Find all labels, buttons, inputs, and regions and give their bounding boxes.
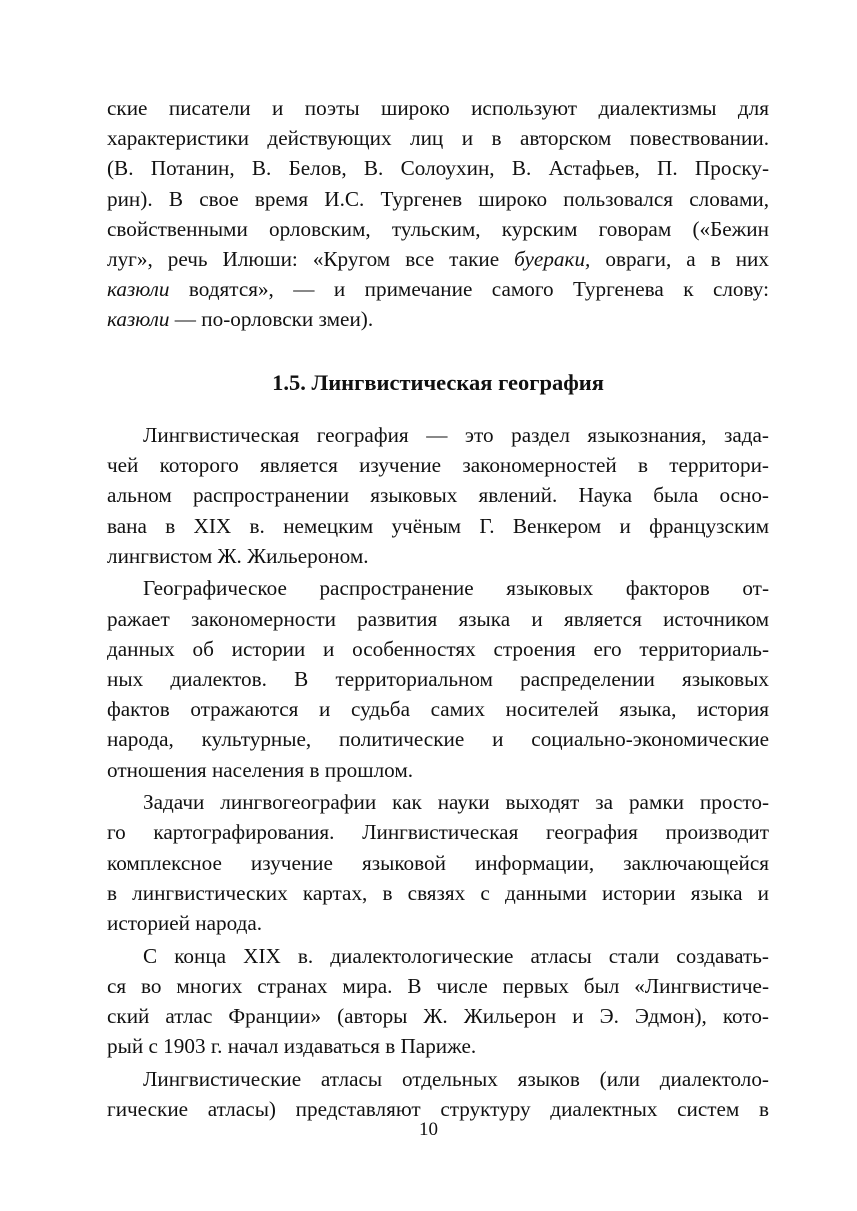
text-line: ражает закономерности развития языка и является источником: [107, 606, 769, 631]
text-line: отношения населения в прошлом.: [107, 757, 414, 782]
text-line: (В. Потанин, В. Белов, В. Солоухин, В. Астафьев, П. Проску-: [107, 156, 769, 181]
paragraph: [107, 1064, 769, 1124]
text-line: казюли — по-орловски змеи).: [107, 307, 374, 332]
text-line: Географическое распространение языковых факторов от-: [143, 576, 769, 601]
text-line: Лингвистические атласы отдельных языков (или диалектоло-: [143, 1066, 769, 1091]
text-line: чей которого является изучение закономерностей в территори-: [107, 453, 769, 478]
text-line: гические атласы) представляют структуру диалектных систем в: [107, 1097, 769, 1122]
text-line: казюли водятся», — и примечание самого Тургенева к слову:: [107, 277, 769, 302]
text-line: го картографирования. Лингвистическая география производит: [107, 820, 769, 845]
text-line: фактов отражаются и судьба самих носителей языка, история: [107, 697, 769, 722]
text-line: данных об истории и особенностях строения его территориаль-: [107, 636, 769, 661]
text-line: комплексное изучение языковой информации, заключающейся: [107, 850, 769, 875]
text-line: ский атлас Франции» (авторы Ж. Жильерон и Э. Эдмон), кото-: [107, 1004, 769, 1029]
text-line: характеристики действующих лиц и в авторском повествовании.: [107, 126, 769, 151]
text-line: лингвистом Ж. Жильероном.: [107, 543, 369, 568]
text-line: народа, культурные, политические и социально-экономические: [107, 727, 769, 752]
text-line: С конца XIX в. диалектологические атласы стали создавать-: [143, 943, 769, 968]
paragraph: [107, 787, 769, 938]
text-line: ские писатели и поэты широко используют диалектизмы для: [107, 96, 769, 120]
section-heading: 1.5. Лингвистическая география: [272, 370, 604, 395]
text-line: ных диалектов. В территориальном распределении языковых: [107, 667, 769, 691]
text-line: в лингвистических картах, в связях с данными истории языка и: [107, 880, 769, 905]
text-line: рин). В свое время И.С. Тургенев широко пользовался словами,: [107, 186, 769, 211]
intro-text: [107, 93, 769, 335]
text-line: свойственными орловским, тульским, курским говорам («Бежин: [107, 216, 769, 241]
text-line: ся во многих странах мира. В числе первых был «Лингвистиче-: [107, 973, 769, 998]
text-line: рый с 1903 г. начал издаваться в Париже.: [107, 1034, 477, 1059]
paragraph: [107, 941, 769, 1062]
page-number: 10: [419, 1119, 438, 1140]
text-line: историей народа.: [107, 911, 263, 935]
text-line: луг», речь Илюши: «Кругом все такие буераки, овраги, а в них: [107, 246, 769, 271]
text-line: альном распространении языковых явлений. Наука была осно-: [107, 483, 769, 508]
section-body: [107, 420, 769, 1127]
paragraph: [107, 573, 769, 784]
text-line: Задачи лингвогеографии как науки выходят за рамки просто-: [143, 790, 769, 815]
text-line: вана в XIX в. немецким учёным Г. Венкером и французским: [107, 513, 769, 538]
paragraph: [107, 420, 769, 571]
text-line: Лингвистическая география — это раздел языкознания, зада-: [143, 423, 769, 447]
